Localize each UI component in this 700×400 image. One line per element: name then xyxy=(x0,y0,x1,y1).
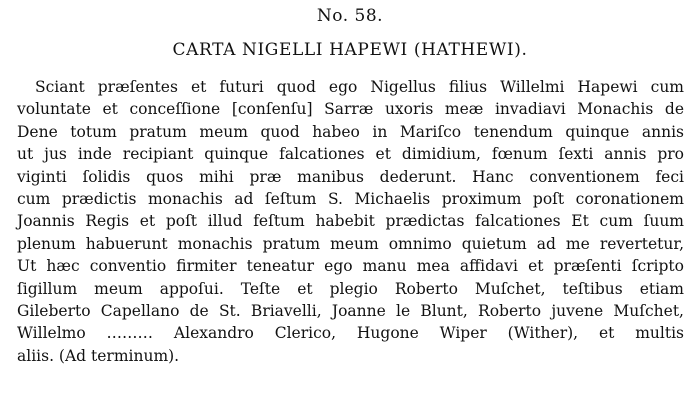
charter-text xyxy=(17,76,684,367)
text-line: viginti ſolidis quos mihi præ manibus dederunt. Hanc conventionem feci xyxy=(17,167,684,186)
text-line: cum prædictis monachis ad ſeſtum S. Michaelis proximum poſt coronationem xyxy=(17,190,684,209)
text-line: Dene totum pratum meum quod habeo in Mariſco tenendum quinque annis xyxy=(17,122,684,141)
document-title: CARTA NIGELLI HAPEWI (HATHEWI). xyxy=(172,40,528,60)
document-number: No. 58. xyxy=(316,6,384,26)
text-line: Ut hæc conventio firmiter teneatur ego manu mea affidavi et præſenti ſcripto xyxy=(17,257,684,276)
text-line: ut jus inde recipiant quinque falcationes et dimidium, fœnum ſexti annis pro xyxy=(17,145,684,164)
text-line: aliis. (Ad terminum). xyxy=(17,346,180,365)
text-line: Joannis Regis et poſt illud feſtum habebit prædictas falcationes Et cum ſuum xyxy=(17,212,684,231)
text-line: Gileberto Capellano de St. Briavelli, Joanne le Blunt, Roberto juvene Muſchet, xyxy=(17,302,684,321)
text-line: Sciant præſentes et futuri quod ego Nigellus filius Willelmi Hapewi cum xyxy=(35,78,684,96)
text-line: plenum habuerunt monachis pratum meum omnimo quietum ad me revertetur, xyxy=(17,234,684,253)
text-line: Willelmo ……… Alexandro Clerico, Hugone Wiper (Wither), et multis xyxy=(17,324,684,343)
text-line: voluntate et conceſſione [conſenſu] Sarræ uxoris meæ invadiavi Monachis de xyxy=(17,100,684,119)
text-line: ſigillum meum appoſui. Teſte et plegio Roberto Muſchet, teſtibus etiam xyxy=(17,279,684,298)
